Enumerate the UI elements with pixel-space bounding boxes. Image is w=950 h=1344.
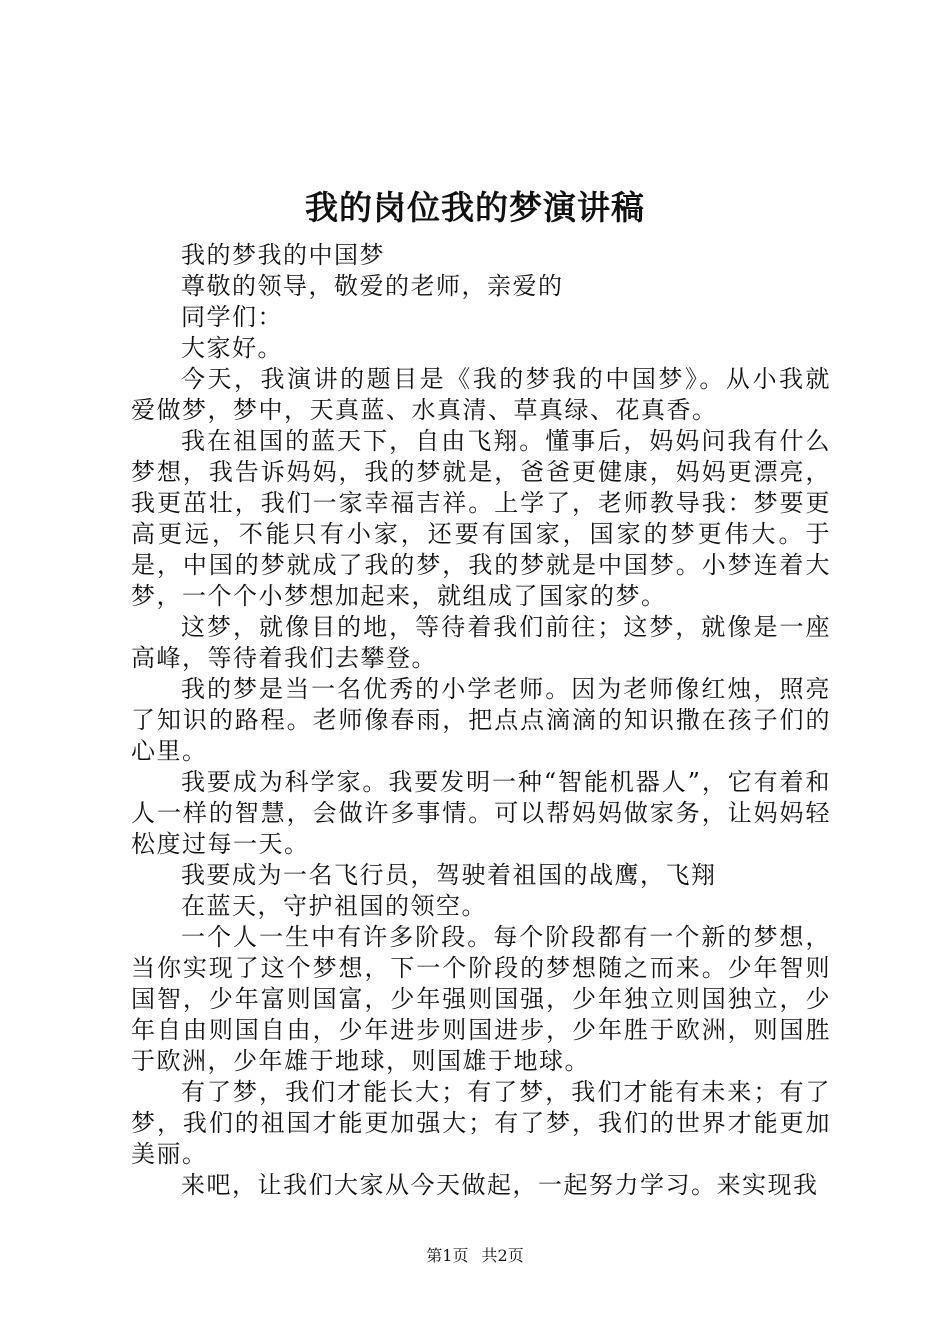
paragraph: 我的梦是当一名优秀的小学老师。因为老师像红烛，照亮了知识的路程。老师像春雨，把点点滴滴的知识撒在孩子们的心里。	[131, 675, 831, 765]
paragraph: 大家好。	[181, 334, 283, 362]
paragraph: 有了梦，我们才能长大；有了梦，我们才能有未来；有了梦，我们的祖国才能更加强大；有了梦，我们的世界才能更加美丽。	[131, 1078, 831, 1168]
page-number: 第1页	[426, 1246, 469, 1265]
paragraph: 同学们：	[181, 303, 283, 331]
paragraph: 在蓝天，守护祖国的领空。	[181, 892, 487, 920]
page-footer	[0, 1246, 950, 1266]
paragraph: 我的梦我的中国梦	[181, 241, 385, 269]
paragraph: 我要成为科学家。我要发明一种“智能机器人”，它有着和人一样的智慧，会做许多事情。可以帮妈妈做家务，让妈妈轻松度过每一天。	[131, 768, 831, 858]
document-title: 我的岗位我的梦演讲稿	[305, 188, 645, 227]
document-body	[131, 240, 831, 1201]
paragraph: 一个人一生中有许多阶段。每个阶段都有一个新的梦想，当你实现了这个梦想，下一个阶段的梦想随之而来。少年智则国智，少年富则国富，少年强则国强，少年独立则国独立，少年自由则国自由，少年进步则国进步，少年胜于欧洲，则国胜于欧洲，少年雄于地球，则国雄于地球。	[131, 923, 831, 1075]
page-total: 共2页	[481, 1246, 524, 1265]
paragraph: 这梦，就像目的地，等待着我们前往；这梦，就像是一座高峰，等待着我们去攀登。	[131, 613, 831, 672]
paragraph: 今天，我演讲的题目是《我的梦我的中国梦》。从小我就爱做梦，梦中，天真蓝、水真清、草真绿、花真香。	[131, 365, 831, 424]
paragraph: 我在祖国的蓝天下，自由飞翔。懂事后，妈妈问我有什么梦想，我告诉妈妈，我的梦就是，爸爸更健康，妈妈更漂亮，我更茁壮，我们一家幸福吉祥。上学了，老师教导我：梦要更高更远，不能只有小家，还要有国家，国家的梦更伟大。于是，中国的梦就成了我的梦，我的梦就是中国梦。小梦连着大梦，一个个小梦想加起来，就组成了国家的梦。	[131, 427, 831, 610]
paragraph: 来吧，让我们大家从今天做起，一起努力学习。来实现我	[181, 1171, 819, 1199]
paragraph: 我要成为一名飞行员，驾驶着祖国的战鹰，飞翔	[181, 861, 717, 889]
paragraph: 尊敬的领导，敬爱的老师，亲爱的	[181, 272, 564, 300]
